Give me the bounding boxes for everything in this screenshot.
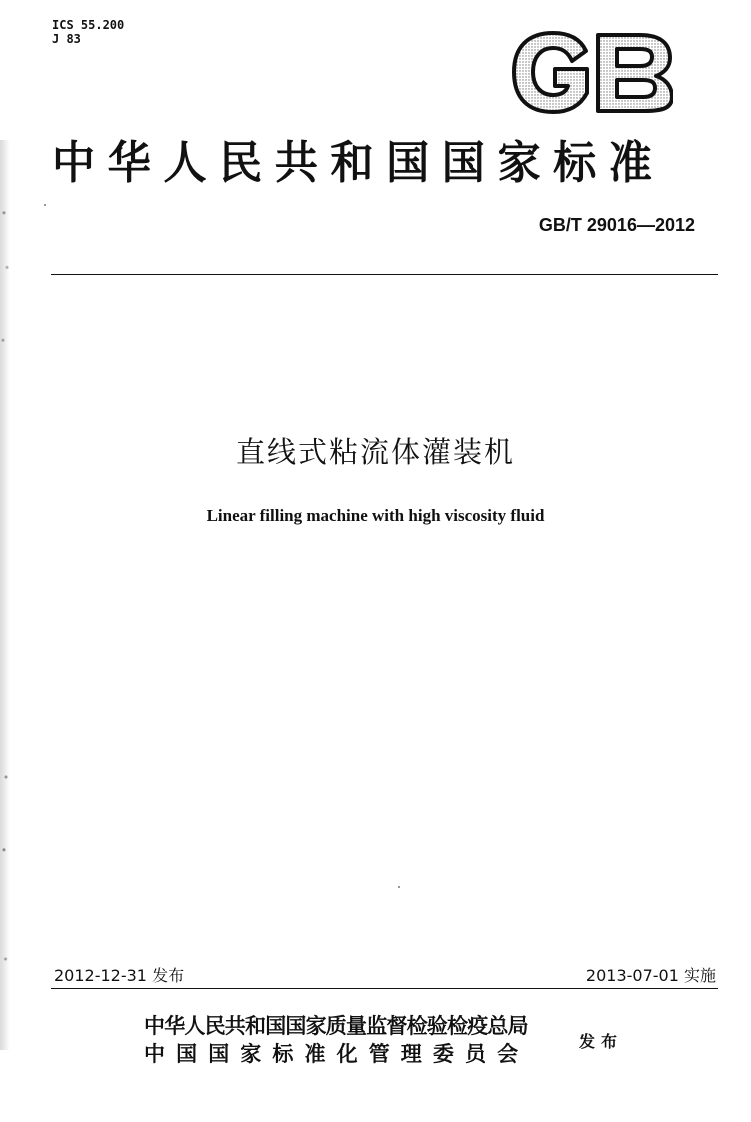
national-standard-title: 中华人民共和国国家标准 xyxy=(52,136,665,189)
document-title-english: Linear filling machine with high viscosity fluid xyxy=(206,506,545,525)
ics-code: ICS 55.200 xyxy=(52,18,125,32)
publish-label: 发布 xyxy=(579,1032,624,1051)
scan-dot xyxy=(44,204,46,206)
top-divider xyxy=(51,274,718,275)
gb-logo-letter-b xyxy=(598,35,672,111)
publisher-block xyxy=(144,1012,574,1068)
implementation-date: 2013-07-01 实施 xyxy=(585,966,716,985)
classification-code: J 83 xyxy=(52,32,81,46)
publisher-name-secondary: 中国国家标准化管理委员会 xyxy=(144,1041,530,1066)
standard-code: GB/T 29016—2012 xyxy=(538,215,695,235)
bottom-divider xyxy=(51,988,718,989)
issue-date: 2012-12-31 发布 xyxy=(54,966,185,985)
document-title-chinese: 直线式粘流体灌装机 xyxy=(235,435,515,469)
gb-logo-letter-g xyxy=(514,33,587,112)
gb-logo-icon xyxy=(510,31,673,114)
publisher-name-primary: 中华人民共和国国家质量监督检验检疫总局 xyxy=(144,1013,528,1038)
scan-dot xyxy=(398,886,400,888)
gb-logo-svg xyxy=(510,31,673,114)
scan-edge-noise xyxy=(0,140,10,1050)
classification-block xyxy=(52,18,124,46)
